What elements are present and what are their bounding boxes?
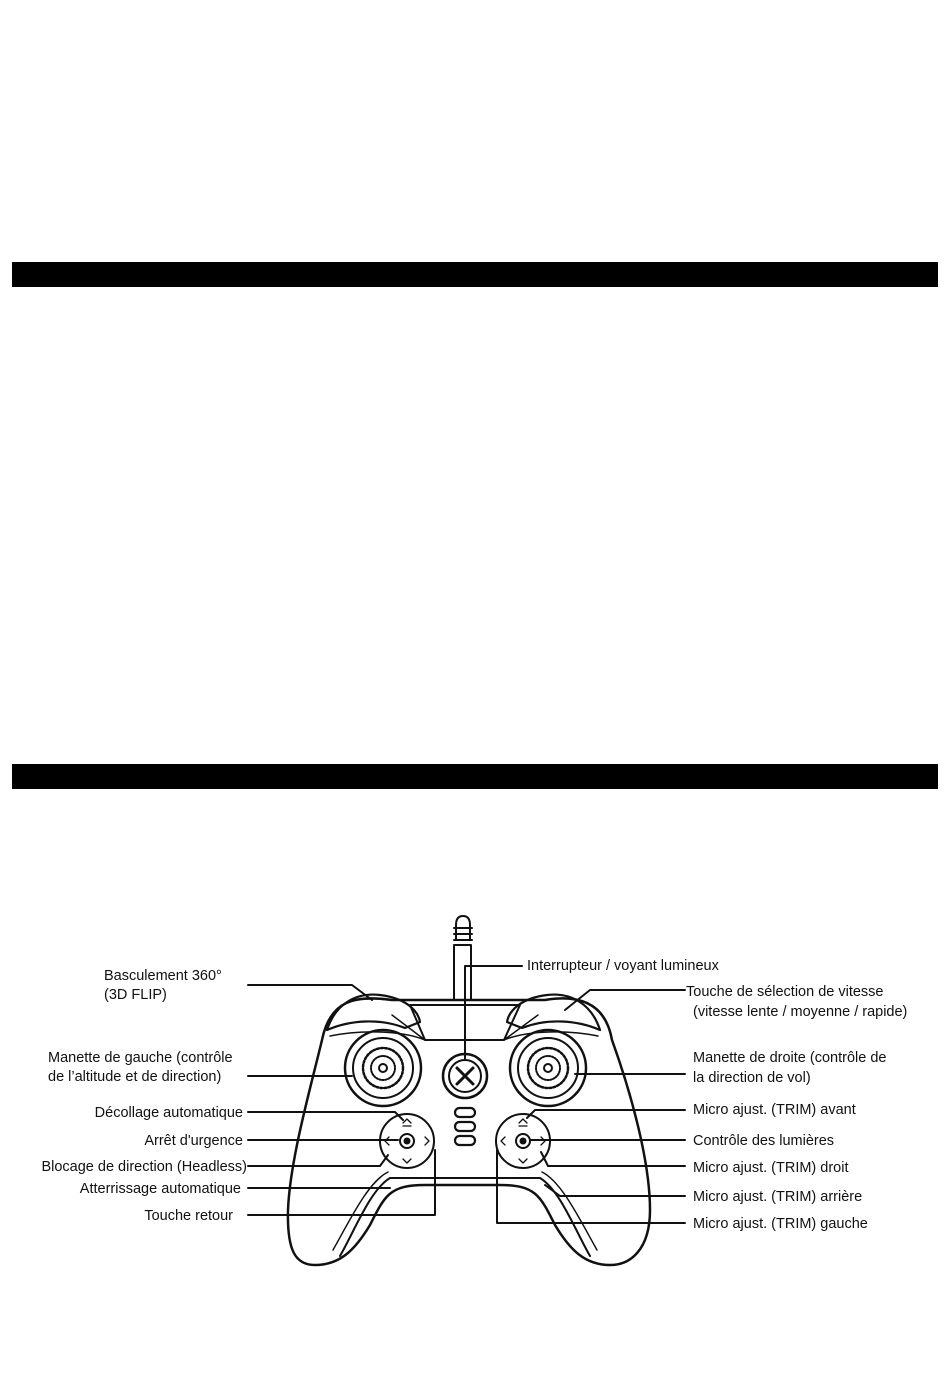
label-trim-back: Micro ajust. (TRIM) arrière	[693, 1189, 863, 1205]
label-power-switch: Interrupteur / voyant lumineux	[527, 958, 719, 974]
label-trim-left: Micro ajust. (TRIM) gauche	[693, 1216, 868, 1232]
label-trim-forward: Micro ajust. (TRIM) avant	[693, 1102, 856, 1118]
right-joystick	[510, 1030, 586, 1106]
label-auto-landing: Atterrissage automatique	[79, 1181, 241, 1197]
leader-lines-left	[248, 985, 435, 1215]
label-return-button: Touche retour	[144, 1208, 233, 1224]
label-3d-flip-line2: (3D FLIP)	[104, 987, 167, 1003]
label-speed-select-line1: Touche de sélection de vitesse	[686, 984, 884, 1000]
label-trim-right: Micro ajust. (TRIM) droit	[693, 1160, 849, 1176]
label-auto-takeoff: Décollage automatique	[94, 1105, 243, 1121]
antenna	[454, 916, 472, 1000]
label-right-stick-line2: la direction de vol)	[693, 1070, 811, 1086]
speed-indicator-lights	[455, 1108, 475, 1145]
label-lights-control: Contrôle des lumières	[693, 1133, 835, 1149]
label-emergency-stop: Arrêt d'urgence	[144, 1133, 243, 1149]
label-left-stick-line1: Manette de gauche (contrôle	[48, 1050, 233, 1066]
label-right-stick-line1: Manette de droite (contrôle de	[693, 1050, 887, 1066]
label-3d-flip-line1: Basculement 360°	[104, 968, 222, 984]
label-headless-mode: Blocage de direction (Headless)	[41, 1159, 247, 1175]
label-speed-select-line2: (vitesse lente / moyenne / rapide)	[693, 1004, 908, 1020]
label-left-stick-line2: de l’altitude et de direction)	[48, 1069, 222, 1085]
left-joystick	[345, 1030, 421, 1106]
